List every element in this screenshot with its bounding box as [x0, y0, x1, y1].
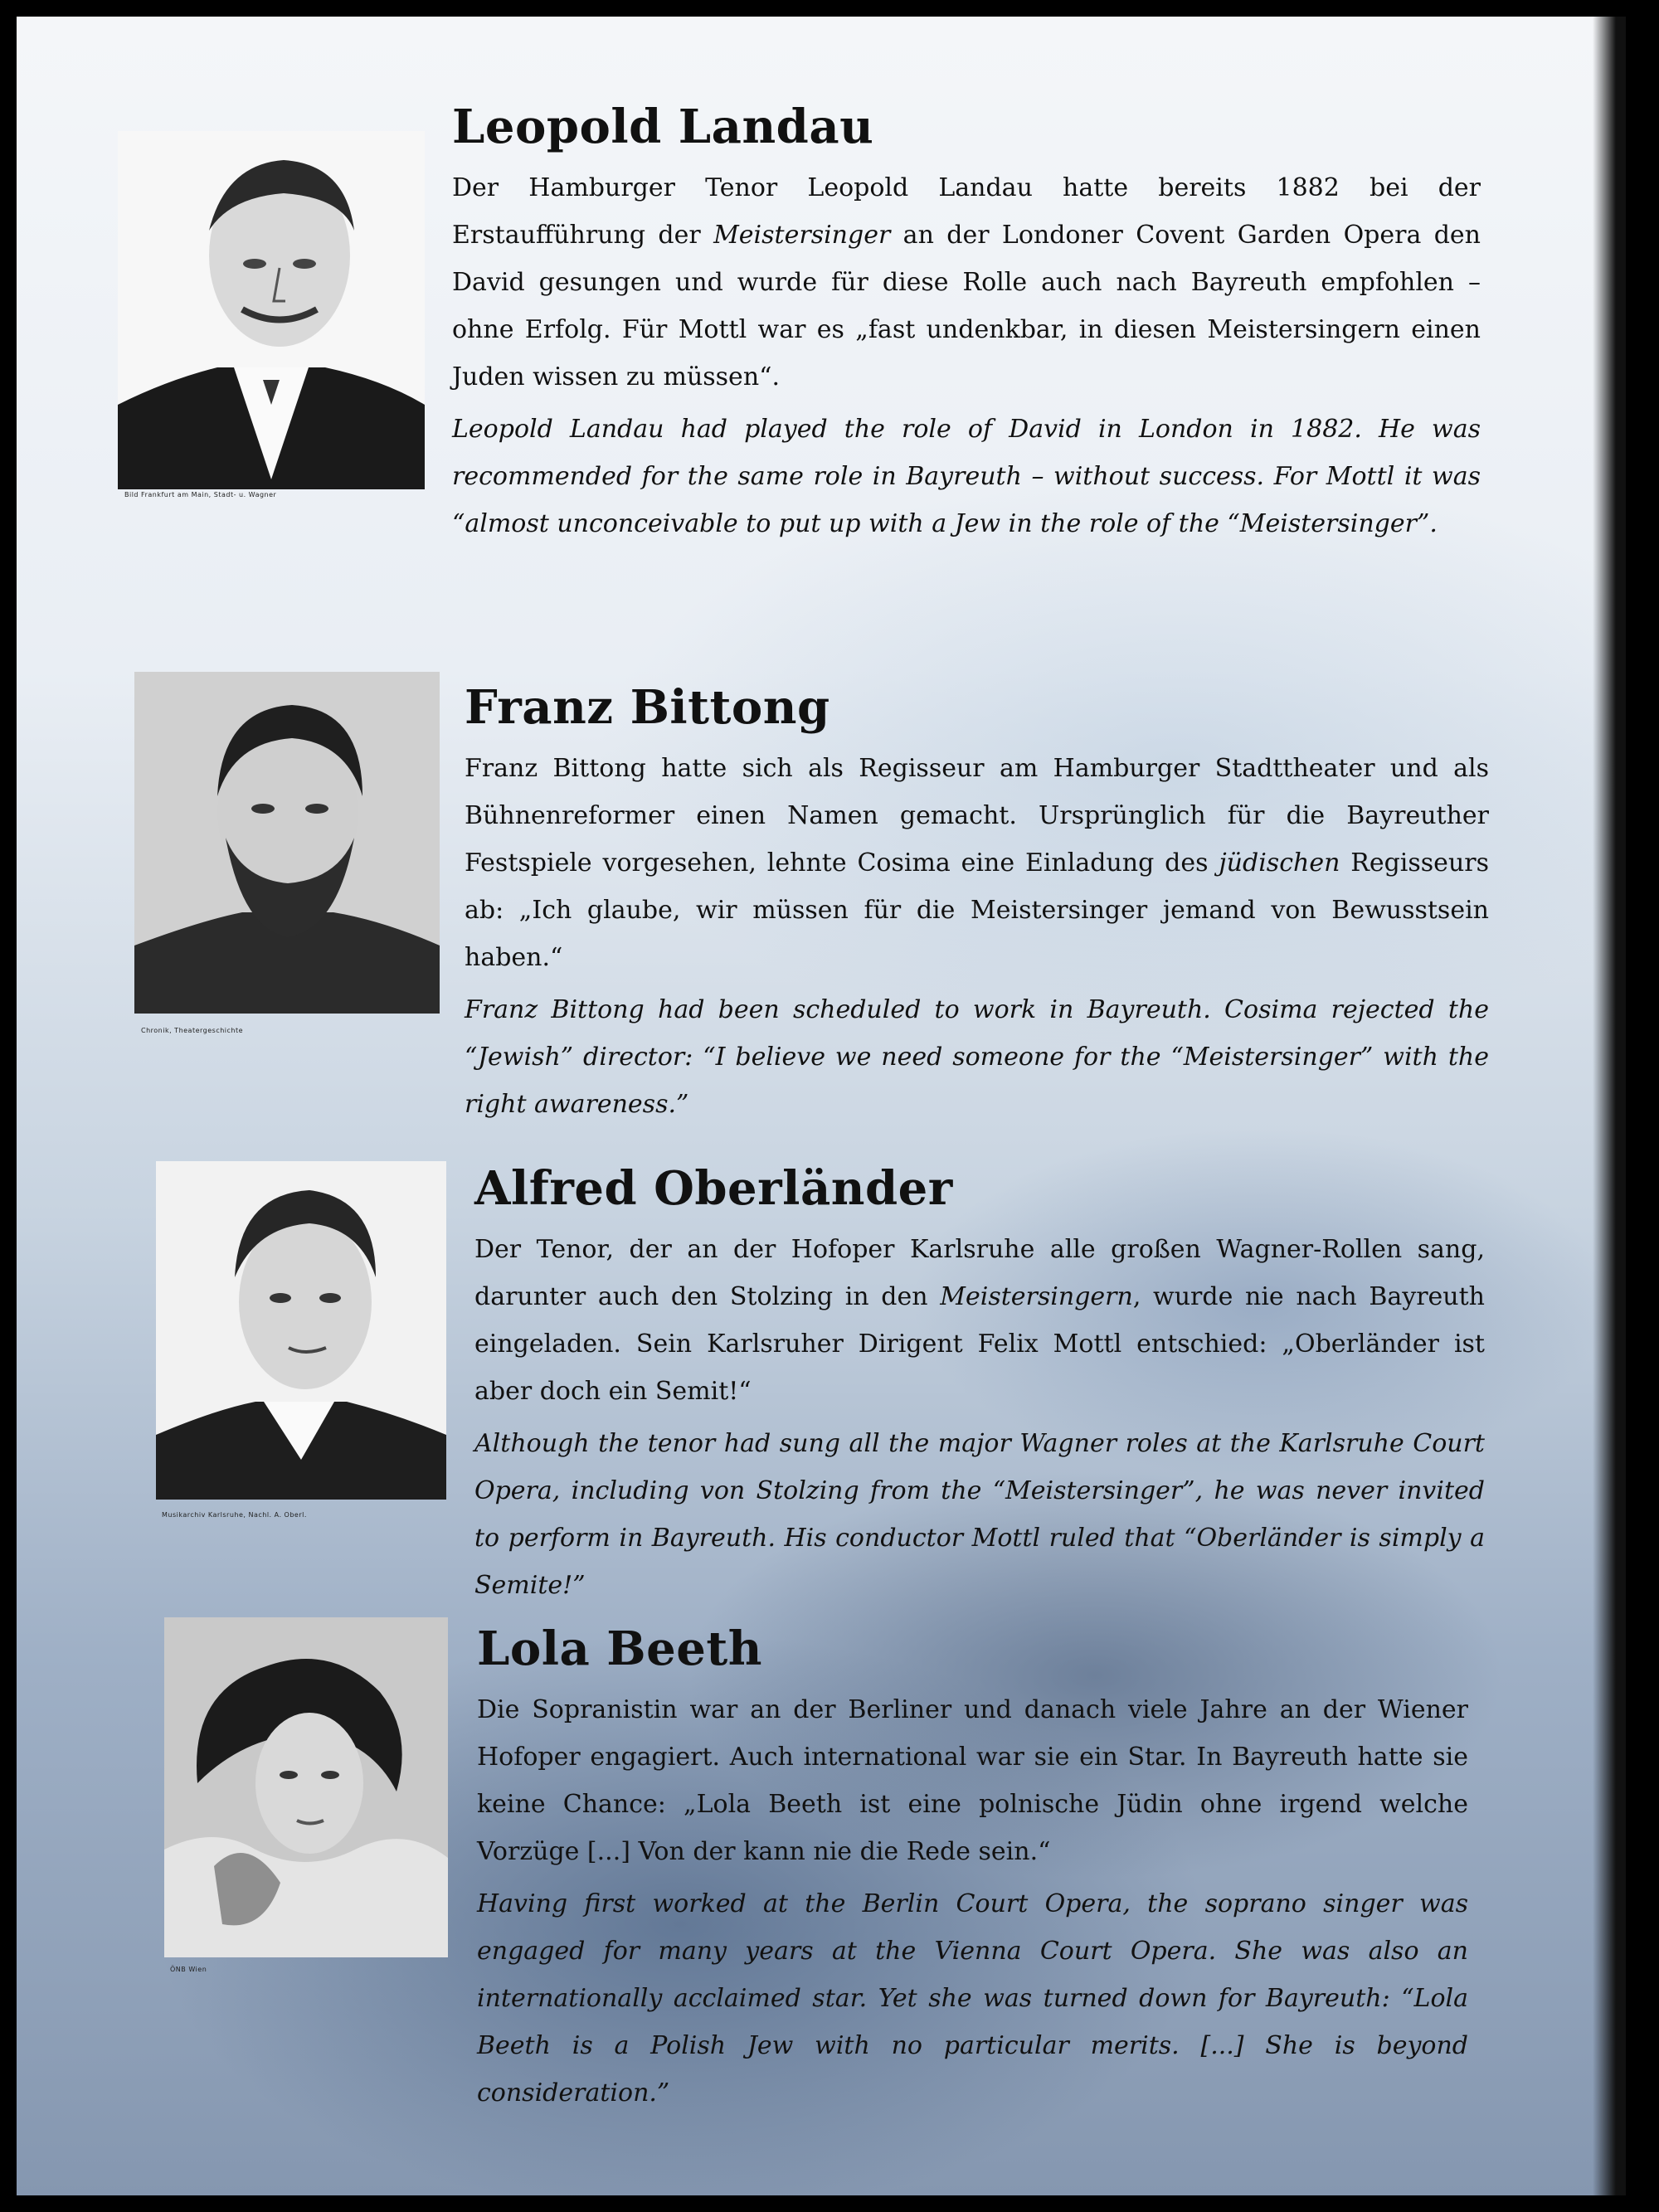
entry-alfred-oberlaender [474, 1161, 1485, 1609]
english-text: Although the tenor had sung all the major Wagner roles at the Karlsruhe Court Opera, including von Stolzing from the “Meistersinger”, he was never invited to perform in Bayreuth. His conductor Mottl ruled that “Oberländer is simply a Semite!” [474, 1429, 1485, 1600]
entry-name: Leopold Landau [452, 100, 874, 154]
photo-credit-bittong: Chronik, Theatergeschichte [141, 1027, 244, 1034]
photo-credit-oberlaender: Musikarchiv Karlsruhe, Nachl. A. Oberl. [162, 1511, 307, 1519]
english-text: Franz Bittong had been scheduled to work in Bayreuth. Cosima rejected the “Jewish” director: “I believe we need someone for the “Meistersinger” with the right awareness.” [465, 995, 1489, 1119]
portrait-leopold-landau [118, 131, 425, 489]
german-text: Die Sopranistin war an der Berliner und danach viele Jahre an der Wiener Hofoper engagiert. Auch international war sie ein Star. In Bayreuth hatte sie keine Chance: „Lola Beeth ist eine polnische Jüdin ohne irgend welche Vorzüge [...] Von der kann nie die Rede sein.“ [477, 1695, 1468, 1866]
portrait-alfred-oberlaender [156, 1161, 446, 1500]
dark-right-edge [1593, 17, 1626, 2195]
english-text: Having first worked at the Berlin Court Opera, the soprano singer was engaged for many years at the Vienna Court Opera. She was also an internationally acclaimed star. Yet she was turned down for Bayreuth: “Lola Beeth is a Polish Jew with no particular merits. [...] She is beyond consideration.” [477, 1889, 1468, 2107]
exhibit-panel [17, 17, 1626, 2195]
entry-leopold-landau [452, 100, 1481, 547]
german-text: Franz Bittong hatte sich als Regisseur am Hamburger Stadttheater und als Bühnenreformer einen Namen gemacht. Ursprünglich für die Bayreuther Festspiele vorgesehen, lehnte Cosima eine Einladung des jüdischen Regisseurs ab: „Ich glaube, wir müssen für die Meistersinger jemand von Bewusstsein haben.“ [465, 754, 1489, 972]
entry-lola-beeth [477, 1621, 1468, 2117]
photo-credit-landau: Bild Frankfurt am Main, Stadt- u. Wagner [124, 491, 277, 498]
portrait-franz-bittong [134, 672, 440, 1014]
entry-name: Alfred Oberländer [474, 1161, 953, 1216]
photo-credit-beeth: ÖNB Wien [170, 1966, 207, 1973]
entry-name: Lola Beeth [477, 1621, 762, 1676]
german-text: Der Tenor, der an der Hofoper Karlsruhe alle großen Wagner-Rollen sang, darunter auch den Stolzing in den Meistersingern, wurde nie nach Bayreuth eingeladen. Sein Karlsruher Dirigent Felix Mottl entschied: „Oberländer ist aber doch ein Semit!“ [474, 1235, 1486, 1406]
entry-name: Franz Bittong [465, 680, 830, 735]
entry-franz-bittong [465, 680, 1489, 1128]
portrait-lola-beeth [164, 1617, 448, 1957]
german-text: Der Hamburger Tenor Leopold Landau hatte bereits 1882 bei der Erstaufführung der Meistersinger an der Londoner Covent Garden Opera den David gesungen und wurde für diese Rolle auch nach Bayreuth empfohlen – ohne Erfolg. Für Mottl war es „fast undenkbar, in diesen Meistersingern einen Juden wissen zu müssen“. [452, 173, 1481, 391]
english-text: Leopold Landau had played the role of David in London in 1882. He was recommended for the same role in Bayreuth – without success. For Mottl it was “almost unconceivable to put up with a Jew in the role of the “Meistersinger”. [452, 415, 1481, 538]
